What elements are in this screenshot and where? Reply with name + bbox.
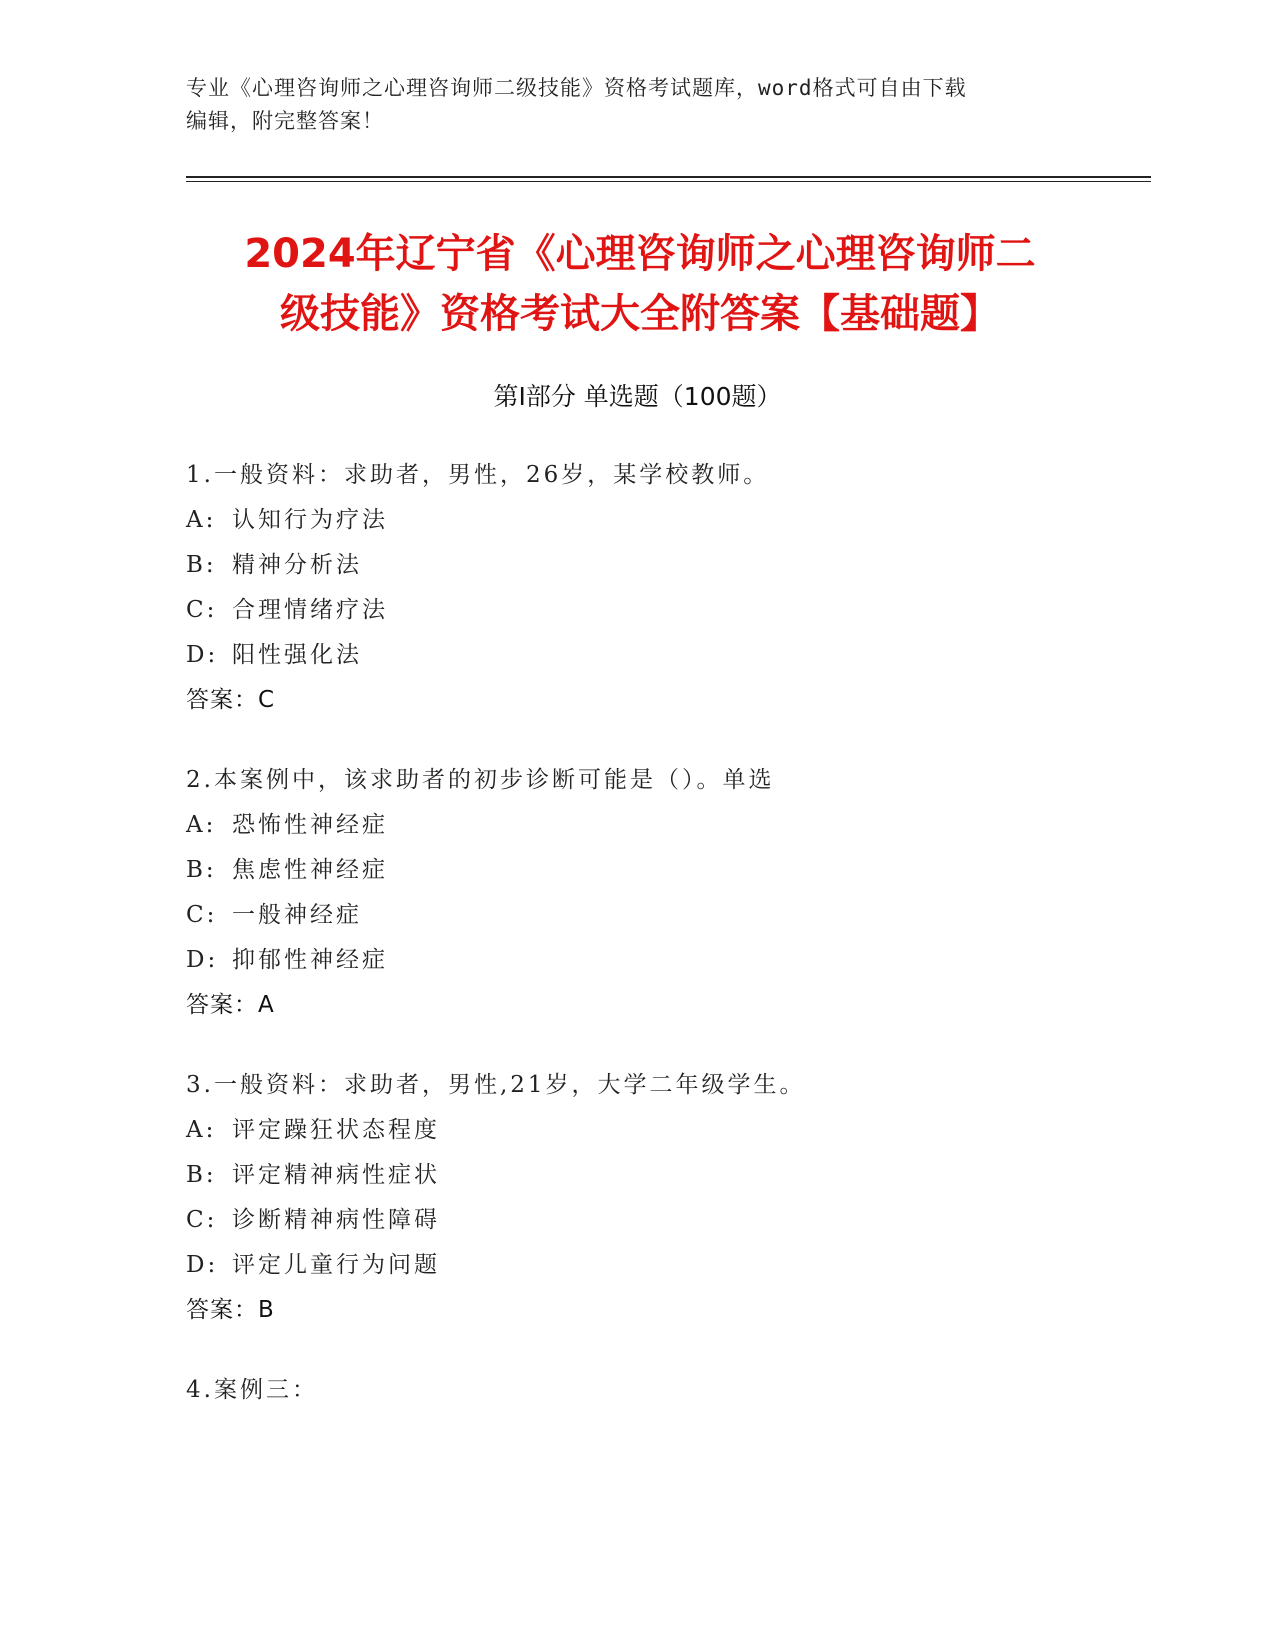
header-divider-thin xyxy=(186,181,1151,182)
option-letter: C: xyxy=(186,902,218,928)
question-stem: 2.本案例中，该求助者的初步诊断可能是（）。单选 xyxy=(186,767,775,793)
header-note xyxy=(186,72,1066,138)
option-text: 焦虑性神经症 xyxy=(232,857,388,883)
option-letter: A: xyxy=(186,507,217,533)
option-text: 评定儿童行为问题 xyxy=(232,1252,440,1278)
option-text: 评定躁狂状态程度 xyxy=(232,1117,440,1143)
option-letter: D: xyxy=(186,642,219,668)
option-c xyxy=(186,893,1086,938)
question-stem: 3.一般资料：求助者，男性,21岁，大学二年级学生。 xyxy=(186,1072,806,1098)
option-text: 恐怖性神经症 xyxy=(232,812,388,838)
question-3 xyxy=(186,1063,1086,1333)
option-text: 精神分析法 xyxy=(232,552,362,578)
option-a xyxy=(186,498,1086,543)
option-text: 抑郁性神经症 xyxy=(232,947,388,973)
option-letter: B: xyxy=(186,857,217,883)
document-title xyxy=(190,224,1090,344)
option-letter: C: xyxy=(186,597,218,623)
answer-line: 答案：A xyxy=(186,992,275,1018)
question-4 xyxy=(186,1368,1086,1413)
question-1 xyxy=(186,453,1086,723)
option-letter: D: xyxy=(186,947,219,973)
option-letter: C: xyxy=(186,1207,218,1233)
option-letter: B: xyxy=(186,552,217,578)
question-stem: 1.一般资料：求助者，男性，26岁，某学校教师。 xyxy=(186,462,770,488)
option-text: 认知行为疗法 xyxy=(232,507,388,533)
header-note-line-1: 专业《心理咨询师之心理咨询师二级技能》资格考试题库，word格式可自由下载 xyxy=(186,76,967,100)
option-text: 评定精神病性症状 xyxy=(232,1162,440,1188)
document-title-line-1: 2024年辽宁省《心理咨询师之心理咨询师二 xyxy=(244,231,1036,277)
option-d xyxy=(186,938,1086,983)
option-letter: A: xyxy=(186,1117,217,1143)
option-d xyxy=(186,1243,1086,1288)
option-a xyxy=(186,803,1086,848)
option-text: 诊断精神病性障碍 xyxy=(232,1207,440,1233)
option-c xyxy=(186,1198,1086,1243)
header-divider-thick xyxy=(186,176,1151,178)
question-2 xyxy=(186,758,1086,1028)
option-text: 一般神经症 xyxy=(232,902,362,928)
option-letter: B: xyxy=(186,1162,217,1188)
option-b xyxy=(186,848,1086,893)
option-b xyxy=(186,543,1086,588)
option-d xyxy=(186,633,1086,678)
answer-line: 答案：C xyxy=(186,687,276,713)
question-stem: 4.案例三： xyxy=(186,1377,318,1403)
option-letter: A: xyxy=(186,812,217,838)
option-text: 阳性强化法 xyxy=(232,642,362,668)
option-b xyxy=(186,1153,1086,1198)
option-a xyxy=(186,1108,1086,1153)
option-text: 合理情绪疗法 xyxy=(232,597,388,623)
header-note-line-2: 编辑，附完整答案！ xyxy=(186,109,384,133)
document-title-line-2: 级技能》资格考试大全附答案【基础题】 xyxy=(280,291,1000,337)
answer-line: 答案：B xyxy=(186,1297,275,1323)
option-c xyxy=(186,588,1086,633)
section-heading: 第Ⅰ部分 单选题（100题） xyxy=(493,382,782,411)
option-letter: D: xyxy=(186,1252,219,1278)
